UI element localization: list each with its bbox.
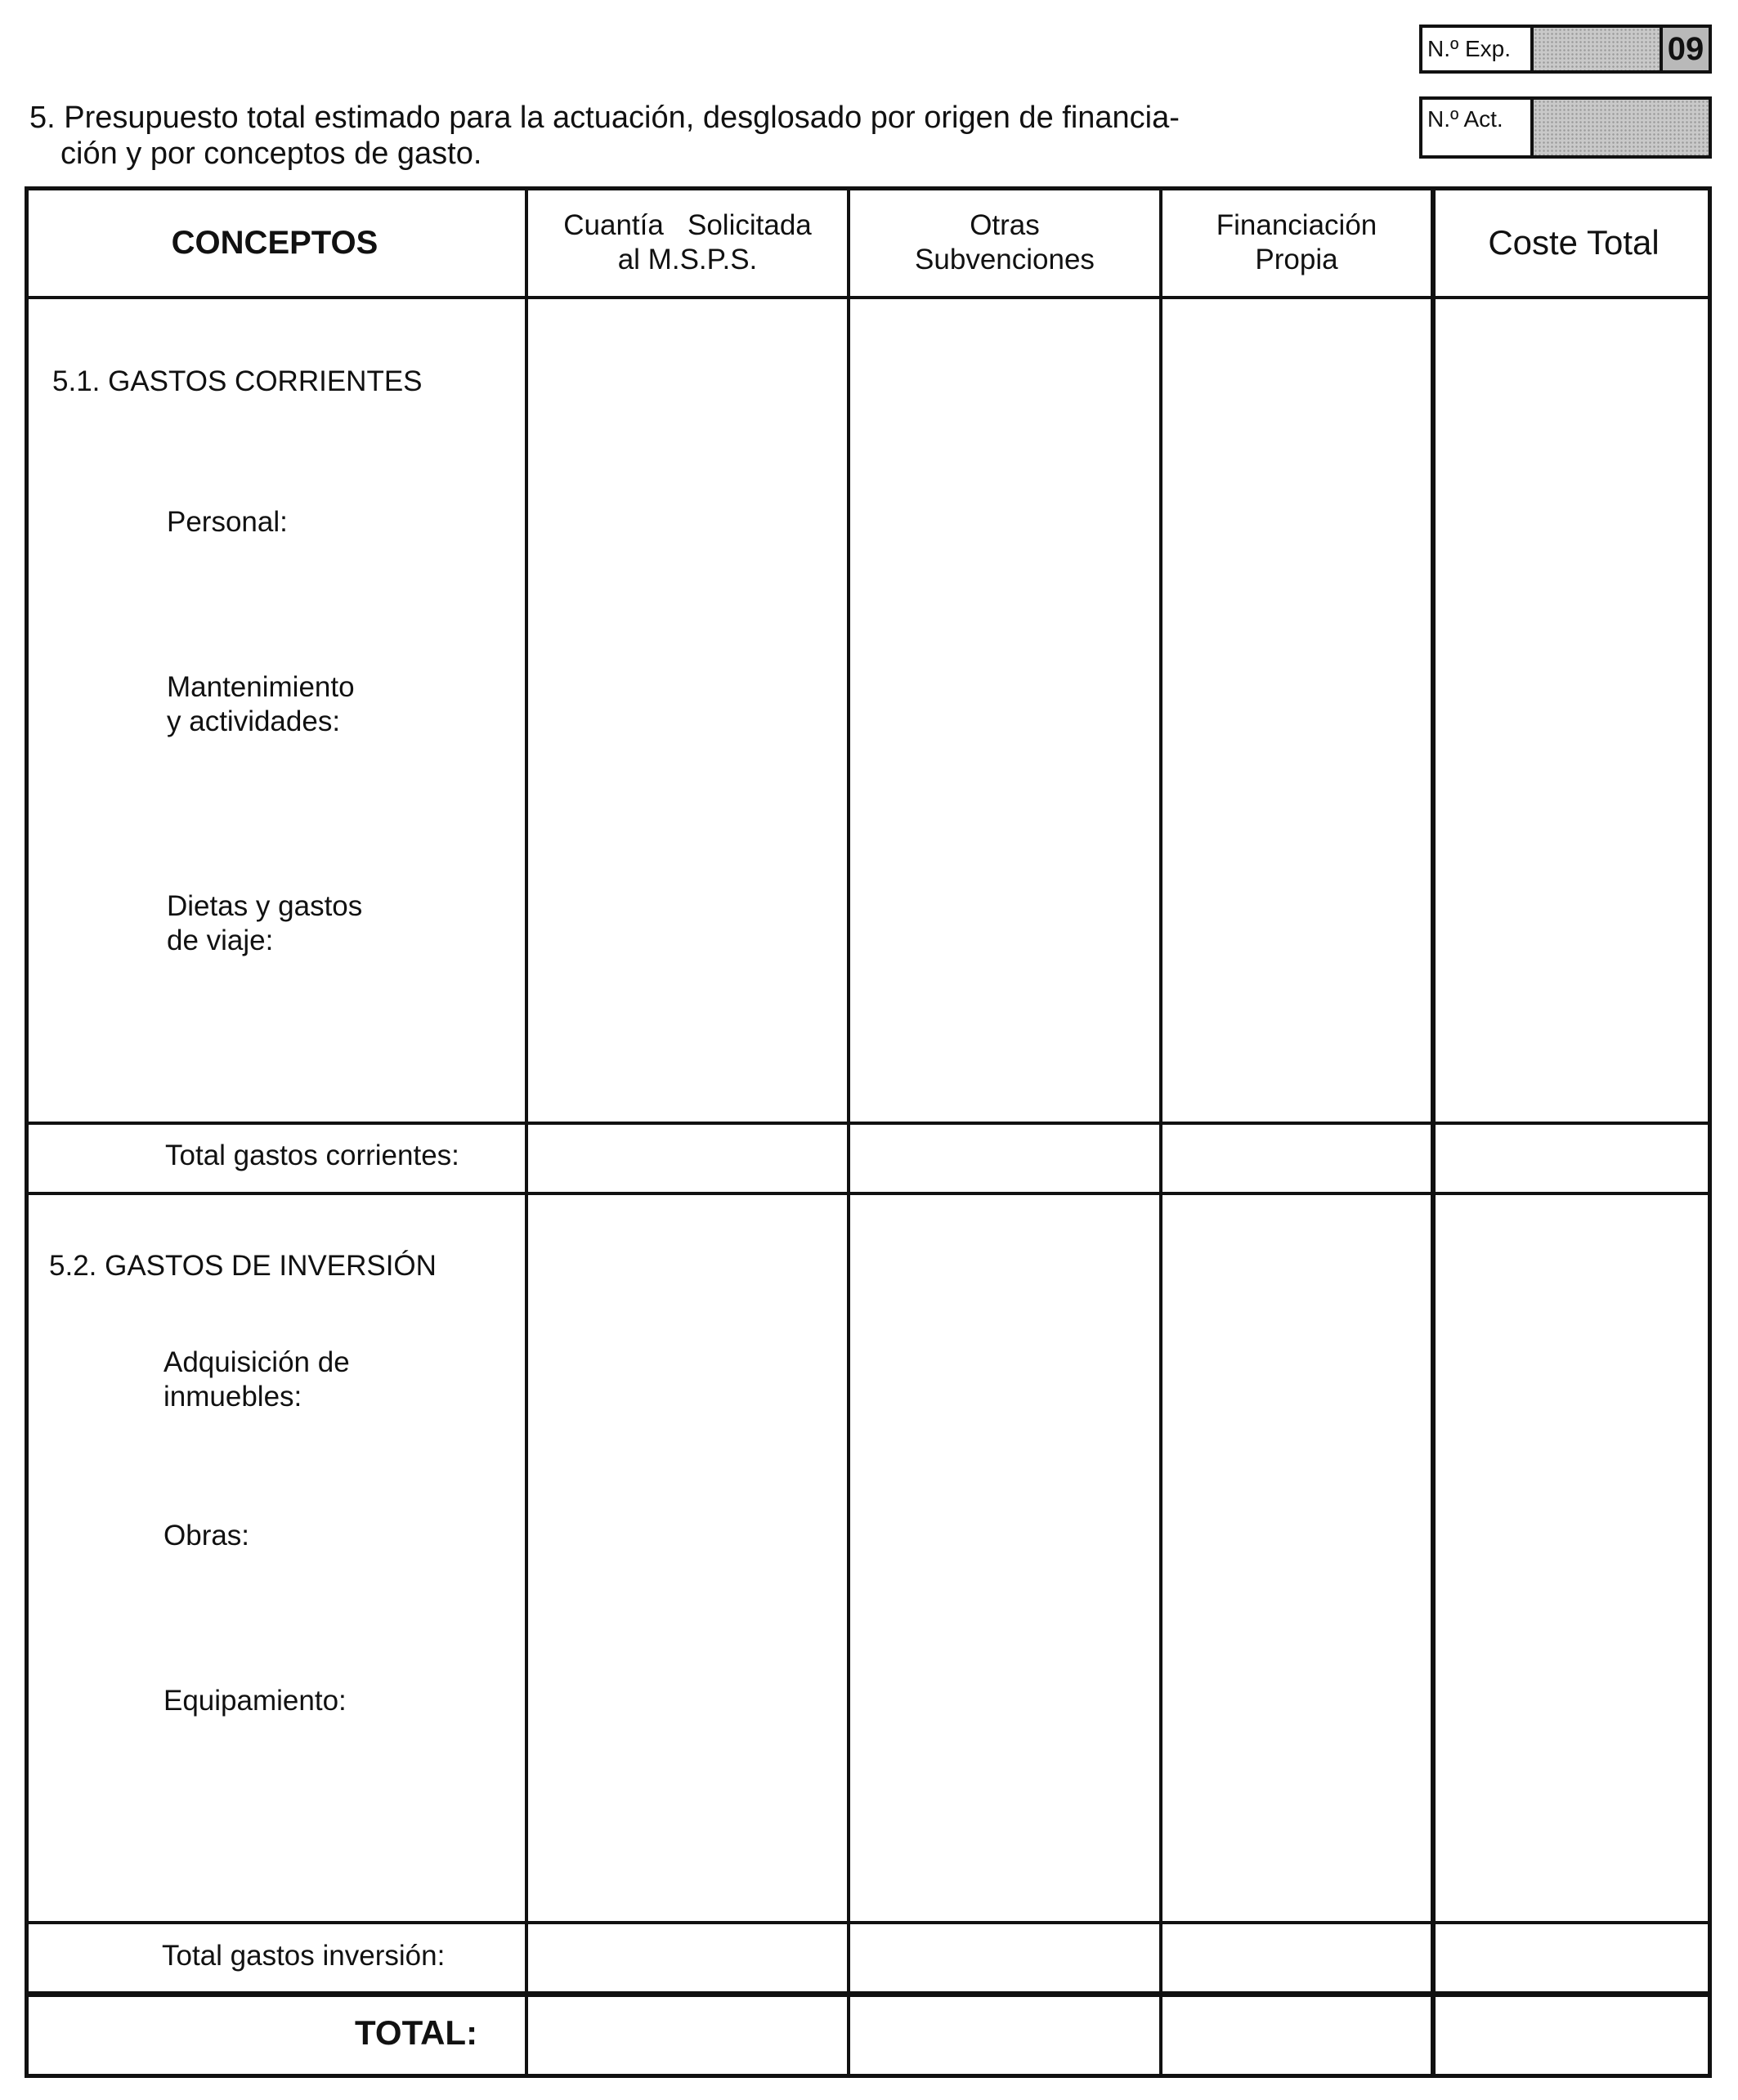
cell-inversion-mspsl[interactable]: [528, 1195, 847, 1921]
col-header-conceptos: CONCEPTOS: [171, 225, 379, 261]
cell-total-inversion-coste[interactable]: [1436, 1924, 1709, 1991]
cell-grand-total-coste[interactable]: [1436, 1997, 1709, 2074]
concept-personal: Personal:: [167, 506, 288, 538]
cell-total-inversion-mspsl[interactable]: [528, 1924, 847, 1991]
col-header-coste-total: Coste Total: [1488, 223, 1660, 262]
col-header-propia: [1162, 186, 1431, 299]
cell-grand-total-mspsl[interactable]: [528, 1997, 847, 2074]
act-number-label: N.º Act.: [1422, 100, 1534, 155]
exp-number-field[interactable]: [1534, 28, 1660, 70]
cell-total-inversion-propia[interactable]: [1162, 1924, 1431, 1991]
cell-total-corrientes-propia[interactable]: [1162, 1125, 1431, 1192]
instruction-line-1: 5. Presupuesto total estimado para la actuación, desglosado por origen de financia-: [29, 101, 1180, 135]
exp-code: 09: [1660, 28, 1709, 70]
col-header-mspsl-line2: al M.S.P.S.: [617, 244, 758, 275]
concept-obras: Obras:: [163, 1520, 250, 1551]
cell-corrientes-mspsl[interactable]: [528, 299, 847, 1122]
total-corrientes-label: Total gastos corrientes:: [165, 1140, 459, 1171]
row-divider-total-inversion: [25, 1991, 1712, 1997]
section-instruction: [29, 100, 1386, 172]
cell-inversion-coste[interactable]: [1436, 1195, 1709, 1921]
exp-number-box: [1419, 25, 1712, 74]
concept-equipamiento: Equipamiento:: [163, 1685, 347, 1717]
act-number-box: [1419, 96, 1712, 159]
exp-number-label: N.º Exp.: [1422, 28, 1534, 70]
total-inversion-label: Total gastos inversión:: [162, 1940, 446, 1972]
cell-corrientes-propia[interactable]: [1162, 299, 1431, 1122]
col-header-propia-line2: Propia: [1255, 244, 1338, 275]
cell-total-inversion-otras[interactable]: [850, 1924, 1159, 1991]
cell-inversion-otras[interactable]: [850, 1195, 1159, 1921]
cell-inversion-propia[interactable]: [1162, 1195, 1431, 1921]
col-header-otras-line2: Subvenciones: [915, 244, 1095, 275]
col-header-mspsl-line1: Cuantía Solicitada: [563, 209, 812, 241]
grand-total-label: TOTAL:: [355, 2013, 478, 2052]
cell-total-corrientes-mspsl[interactable]: [528, 1125, 847, 1192]
cell-total-corrientes-coste[interactable]: [1436, 1125, 1709, 1192]
col-header-mspsl: [528, 186, 847, 299]
col-header-otras: [850, 186, 1159, 299]
concept-dietas: Dietas y gastos de viaje:: [167, 890, 363, 956]
section-title-corrientes: 5.1. GASTOS CORRIENTES: [52, 365, 423, 397]
cell-grand-total-propia[interactable]: [1162, 1997, 1431, 2074]
section-title-inversion: 5.2. GASTOS DE INVERSIÓN: [49, 1250, 437, 1282]
cell-corrientes-coste[interactable]: [1436, 299, 1709, 1122]
concept-mantenimiento: Mantenimiento y actividades:: [167, 671, 355, 737]
cell-grand-total-otras[interactable]: [850, 1997, 1159, 2074]
concept-adquisicion: Adquisición de inmuebles:: [163, 1346, 350, 1413]
cell-total-corrientes-otras[interactable]: [850, 1125, 1159, 1192]
instruction-line-2: ción y por conceptos de gasto.: [60, 137, 482, 171]
act-number-field[interactable]: [1534, 100, 1709, 155]
col-header-propia-line1: Financiación: [1216, 209, 1377, 241]
col-header-otras-line1: Otras: [970, 209, 1040, 241]
cell-corrientes-otras[interactable]: [850, 299, 1159, 1122]
